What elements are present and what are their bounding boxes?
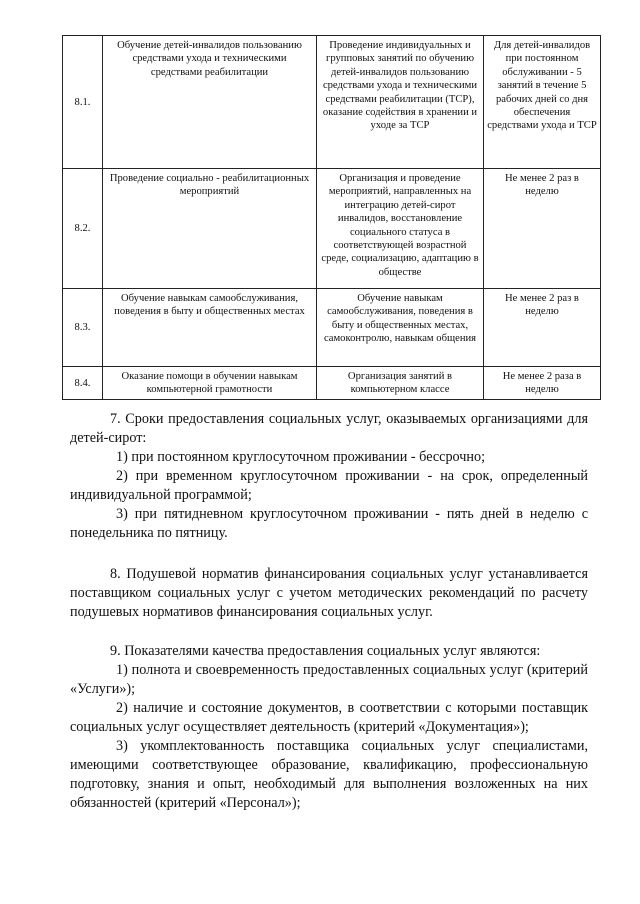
service-description: Организация занятий в компьютерном классе [317,367,484,400]
table-row [63,36,601,169]
service-description: Проведение индивидуальных и групповых занятий по обучению детей-инвалидов пользованию средствами ухода и техническими средствами реабилитации (ТСР), оказание содействия в хранении и уходе за ТСР [317,36,484,169]
table-row [63,367,601,400]
section-7-title: 7. Сроки предоставления социальных услуг, оказываемых организациями для детей-сирот: [70,411,588,446]
service-name: Оказание помощи в обучении навыкам компьютерной грамотности [103,367,317,400]
section-7-item-2: 2) при временном круглосуточном проживании - на срок, определенный индивидуальной программой; [70,468,588,503]
service-frequency: Не менее 2 раз в неделю [484,289,601,367]
section-7-item-1: 1) при постоянном круглосуточном проживании - бессрочно; [116,449,486,465]
service-description: Организация и проведение мероприятий, направленных на интеграцию детей-сирот инвалидов, восстановление социального статуса в соответствующей возрастной среде, социализацию, адаптацию в обществе [317,169,484,289]
row-number: 8.1. [63,36,103,169]
paragraph-gap [70,622,588,642]
service-name: Обучение детей-инвалидов пользованию средствами ухода и техническими средствами реабилитации [103,36,317,169]
service-frequency: Не менее 2 раз в неделю [484,169,601,289]
service-name: Проведение социально - реабилитационных мероприятий [103,169,317,289]
row-number: 8.4. [63,367,103,400]
section-9-item-2: 2) наличие и состояние документов, в соответствии с которыми поставщик социальных услуг осуществляет деятельность (критерий «Документация»); [70,700,588,735]
service-frequency: Для детей-инвалидов при постоянном обслуживании - 5 занятий в течение 5 рабочих дней со дня обеспечения средствами ухода и ТСР [484,36,601,169]
row-number: 8.3. [63,289,103,367]
paragraph-gap [70,543,588,565]
service-description: Обучение навыкам самообслуживания, поведения в быту и общественных местах, самоконтролю, навыкам общения [317,289,484,367]
document-body [70,410,588,813]
table-row [63,169,601,289]
row-number: 8.2. [63,169,103,289]
table-row [63,289,601,367]
services-table [62,35,601,400]
section-9-item-3: 3) укомплектованность поставщика социальных услуг специалистами, имеющими соответствующее образование, квалификацию, профессиональную подготовку, знания и опыт, необходимый для выполнения возложенных на них обязанностей (критерий «Персонал»); [70,738,588,811]
section-8-text: 8. Подушевой норматив финансирования социальных услуг устанавливается поставщиком социальных услуг с учетом методических рекомендаций по расчету подушевых нормативов финансирования социальных услуг. [70,566,588,620]
section-7-item-3: 3) при пятидневном круглосуточном проживании - пять дней в неделю с понедельника по пятницу. [70,506,588,541]
section-9-item-1: 1) полнота и своевременность предоставленных социальных услуг (критерий «Услуги»); [70,662,588,697]
service-frequency: Не менее 2 раза в неделю [484,367,601,400]
service-name: Обучение навыкам самообслуживания, поведения в быту и общественных местах [103,289,317,367]
section-9-title: 9. Показателями качества предоставления социальных услуг являются: [110,643,541,659]
